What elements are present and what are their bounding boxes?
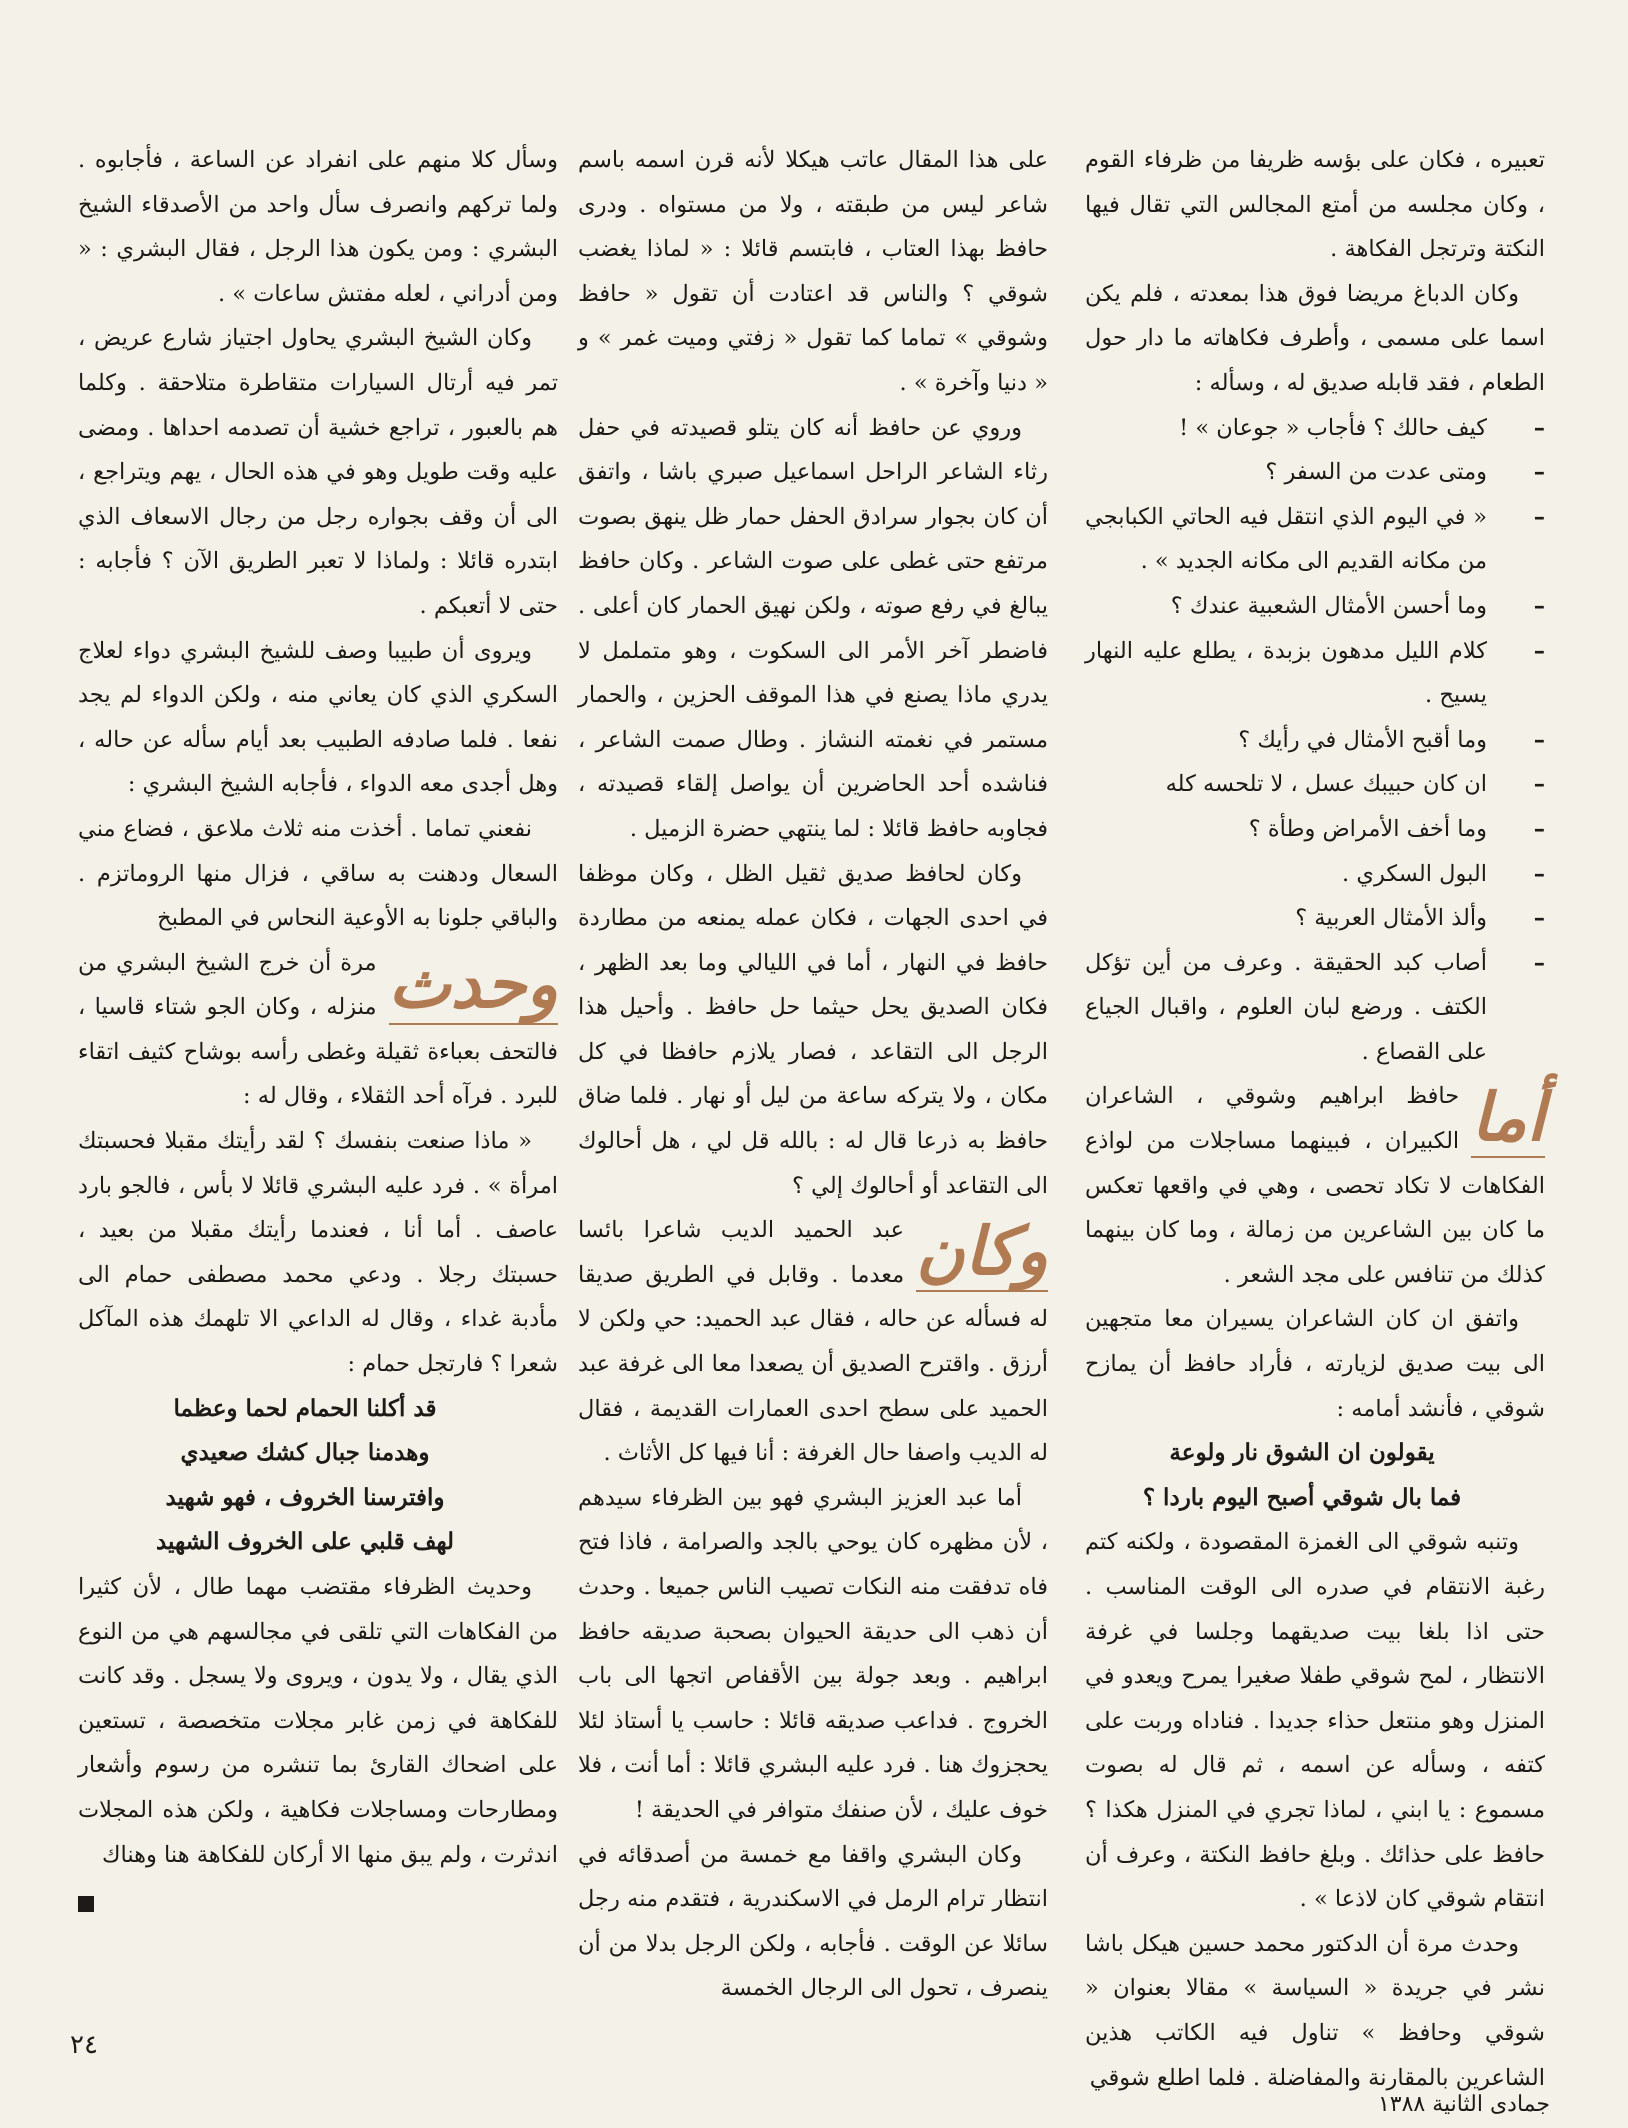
verse-line: يقولون ان الشوق نار ولوعة	[1169, 1439, 1435, 1467]
footer-date: جمادى الثانية ١٣٨٨	[1377, 2092, 1550, 2117]
end-of-article-square-icon	[78, 1896, 94, 1912]
paragraph: على هذا المقال عاتب هيكلا لأنه قرن اسمه باسم شاعر ليس من طبقته ، ولا من مستواه . ودرى حافظ بهذا العتاب ، فابتسم قائلا : « لماذا يغضب شوقي ؟ والناس قد اعتادت أن تقول « حافظ وشوقي » تماما كما تقول « زفتي وميت غمر » و « دنيا وآخرة » .	[578, 147, 1048, 396]
dialogue-line: – وألذ الأمثال العربية ؟	[1085, 896, 1545, 941]
paragraph: نفعني تماما . أخذت منه ثلاث ملاعق ، فضاع مني السعال ودهنت به ساقي ، فزال منها الروماتزم . والباقي جلونا به الأوعية النحاس في المطبخ	[78, 815, 558, 932]
verse-line: فما بال شوقي أصبح اليوم باردا ؟	[1142, 1483, 1462, 1511]
paragraph: وحديث الظرفاء مقتضب مهما طال ، لأن كثيرا من الفكاهات التي تلقى في مجالسهم هي من النوع الذي يقال ، ولا يدون ، ويروى ولا يسجل . وقد كانت للفكاهة في زمن غابر مجلات متخصصة ، تستعين على اضحاك القارئ بما تنشره من رسوم وأشعار ومطارحات ومساجلات فكاهية ، ولكن هذه المجلات اندثرت ، ولم يبق منها الا أركان للفكاهة هنا وهناك	[78, 1574, 558, 1868]
paragraph-text: مرة أن خرج الشيخ البشري من منزله ، وكان الجو شتاء قاسيا ، فالتحف بعباءة ثقيلة وغطى رأسه بوشاح كثيف اتقاء للبرد . فرآه أحد الثقلاء ، وقال له :	[78, 949, 558, 1110]
text-column-left	[78, 138, 558, 1988]
dialogue-line: – « في اليوم الذي انتقل فيه الحاتي الكبابجي من مكانه القديم الى مكانه الجديد » .	[1085, 495, 1545, 584]
verse-line: وافترسنا الخروف ، فهو شهيد	[165, 1483, 445, 1511]
paragraph-text: عبد الحميد الديب شاعرا بائسا معدما . وقابل في الطريق صديقا له فسأله عن حاله ، فقال عبد الحميد: حي ولكن لا أرزق . واقترح الصديق أن يصعدا معا الى غرفة عبد الحميد على سطح احدى العمارات القديمة ، فقال له الديب واصفا حال الغرفة : أنا فيها كل الأثاث .	[578, 1217, 1048, 1467]
decorative-initial: وكان	[916, 1212, 1048, 1291]
paragraph	[1085, 1074, 1545, 1297]
dialogue-line: – وما أقبح الأمثال في رأيك ؟	[1085, 718, 1545, 763]
dialogue-line: – ومتى عدت من السفر ؟	[1085, 450, 1545, 495]
verse-line: لهف قلبي على الخروف الشهيد	[155, 1528, 455, 1556]
paragraph: وكان لحافظ صديق ثقيل الظل ، وكان موظفا في احدى الجهات ، فكان عمله يمنعه من مطاردة حافظ في النهار ، أما في الليالي وما بعد الظهر ، فكان الصديق يحل حيثما حل حافظ . وأحيل هذا الرجل الى التقاعد ، فصار يلازم حافظا في كل مكان ، ولا يتركه ساعة من ليل أو نهار . فلما ضاق حافظ به ذرعا قال له : بالله قل لي ، هل أحالوك الى التقاعد أو أحالوك إلي ؟	[578, 860, 1048, 1199]
decorative-initial: أما	[1471, 1078, 1545, 1157]
paragraph: وروي عن حافظ أنه كان يتلو قصيدته في حفل رثاء الشاعر الراحل اسماعيل صبري باشا ، واتفق أن كان بجوار سرادق الحفل حمار ظل ينهق بصوت مرتفع حتى غطى على صوت الشاعر . وكان حافظ يبالغ في رفع صوته ، ولكن نهيق الحمار كان أعلى . فاضطر آخر الأمر الى السكوت ، وهو متململ لا يدري ماذا يصنع في هذا الموقف الحزين ، والحمار مستمر في نغمته النشاز . وطال صمت الشاعر ، فناشده أحد الحاضرين أن يواصل إلقاء قصيدته ، فجاوبه حافظ قائلا : لما ينتهي حضرة الزميل .	[578, 414, 1048, 842]
paragraph	[78, 941, 558, 1119]
paragraph: تعبيره ، فكان على بؤسه ظريفا من ظرفاء القوم ، وكان مجلسه من أمتع المجالس التي تقال فيها النكتة وترتجل الفكاهة .	[1085, 147, 1545, 263]
dialogue-line: – كيف حالك ؟ فأجاب « جوعان » !	[1085, 406, 1545, 451]
dialogue-line: – البول السكري .	[1085, 852, 1545, 897]
dialogue-line: – كلام الليل مدهون بزبدة ، يطلع عليه النهار يسيح .	[1085, 629, 1545, 718]
paragraph: وتنبه شوقي الى الغمزة المقصودة ، ولكنه كتم رغبة الانتقام في صدره الى الوقت المناسب . حتى اذا بلغا بيت صديقهما وجلسا في غرفة الانتظار ، لمح شوقي طفلا صغيرا يمرح ويعدو في المنزل وهو منتعل حذاء جديدا . فناداه وربت على كتفه ، وسأله عن اسمه ، ثم قال له بصوت مسموع : يا ابني ، لماذا تجري في المنزل هكذا ؟ حافظ على حذائك . وبلغ حافظ النكتة ، وعرف أن انتقام شوقي كان لاذعا » .	[1085, 1529, 1545, 1913]
text-column-right	[1085, 138, 1545, 2091]
page-number: ٢٤	[70, 2030, 98, 2060]
text-column-middle	[578, 138, 1048, 2002]
paragraph: واتفق ان كان الشاعران يسيران معا متجهين الى بيت صديق لزيارته ، فأراد حافظ أن يمازح شوقي ، فأنشد أمامه :	[1085, 1306, 1545, 1422]
paragraph: وكان الدباغ مريضا فوق هذا بمعدته ، فلم يكن اسما على مسمى ، وأطرف فكاهاته ما دار حول الطعام ، فقد قابله صديق له ، وسأله :	[1085, 280, 1545, 396]
end-row	[78, 1881, 558, 1926]
verse-line: قد أكلنا الحمام لحما وعظما	[173, 1394, 437, 1422]
decorative-initial: وحدث	[388, 944, 558, 1023]
dialogue-line: – أصاب كبد الحقيقة . وعرف من أين تؤكل الكتف . ورضع لبان العلوم ، واقبال الجياع على القصاع .	[1085, 941, 1545, 1075]
paragraph-text: حافظ ابراهيم وشوقي ، الشاعران الكبيران ، فبينهما مساجلات من لواذع الفكاهات لا تكاد تحصى ، وهي في واقعها تعكس ما كان بين الشاعرين من زمالة ، وما كان بينهما كذلك من تنافس على مجد الشعر .	[1085, 1083, 1545, 1288]
dialogue-line: – وما أخف الأمراض وطأة ؟	[1085, 807, 1545, 852]
paragraph: وكان الشيخ البشري يحاول اجتياز شارع عريض ، تمر فيه أرتال السيارات متقاطرة متلاحقة . وكلما هم بالعبور ، تراجع خشية أن تصدمه احداها . ومضى عليه وقت طويل وهو في هذه الحال ، يهم ويتراجع ، الى أن وقف بجواره رجل من رجال الاسعاف الذي ابتدره قائلا : ولماذا لا تعبر الطريق الآن ؟ فأجابه : حتى لا أتعبكم .	[78, 325, 558, 619]
dialogue-line: – وما أحسن الأمثال الشعبية عندك ؟	[1085, 584, 1545, 629]
paragraph	[578, 1208, 1048, 1476]
paragraph: وحدث مرة أن الدكتور محمد حسين هيكل باشا نشر في جريدة « السياسة » مقالا بعنوان « شوقي وحافظ » تناول فيه الكاتب هذين الشاعرين بالمقارنة والمفاضلة . فلما اطلع شوقي	[1085, 1930, 1545, 2091]
paragraph: « ماذا صنعت بنفسك ؟ لقد رأيتك مقبلا فحسبتك امرأة » . فرد عليه البشري قائلا لا بأس ، فالجو بارد عاصف . أما أنا ، فعندما رأيتك مقبلا من بعيد ، حسبتك رجلا . ودعي محمد مصطفى حمام الى مأدبة غداء ، وقال له الداعي الا تلهمك هذه المآكل شعرا ؟ فارتجل حمام :	[78, 1128, 558, 1378]
dialogue-line: – ان كان حبيبك عسل ، لا تلحسه كله	[1085, 762, 1545, 807]
dialogue-list	[1085, 406, 1545, 1075]
paragraph: أما عبد العزيز البشري فهو بين الظرفاء سيدهم ، لأن مظهره كان يوحي بالجد والصرامة ، فاذا فتح فاه تدفقت منه النكات تصيب الناس جميعا . وحدث أن ذهب الى حديقة الحيوان بصحبة صديقه حافظ ابراهيم . وبعد جولة بين الأقفاص اتجها الى باب الخروج . فداعب صديقه قائلا : حاسب يا أستاذ لئلا يحجزوك هنا . فرد عليه البشري قائلا : أما أنت ، فلا خوف عليك ، لأن صنفك متوافر في الحديقة !	[578, 1484, 1048, 1823]
verse-line: وهدمنا جبال كشك صعيدي	[180, 1439, 430, 1467]
paragraph: وسأل كلا منهم على انفراد عن الساعة ، فأجابوه . ولما تركهم وانصرف سأل واحد من الأصدقاء الشيخ البشري : ومن يكون هذا الرجل ، فقال البشري : « ومن أدراني ، لعله مفتش ساعات » .	[78, 147, 558, 307]
paragraph: وكان البشري واقفا مع خمسة من أصدقائه في انتظار ترام الرمل في الاسكندرية ، فتقدم منه رجل سائلا عن الوقت . فأجابه ، ولكن الرجل بدلا من أن ينصرف ، تحول الى الرجال الخمسة	[578, 1841, 1048, 2002]
paragraph: ويروى أن طبيبا وصف للشيخ البشري دواء لعلاج السكري الذي كان يعاني منه ، ولكن الدواء لم يجد نفعا . فلما صادفه الطبيب بعد أيام سأله عن حاله ، وهل أجدى معه الدواء ، فأجابه الشيخ البشري :	[78, 637, 558, 798]
